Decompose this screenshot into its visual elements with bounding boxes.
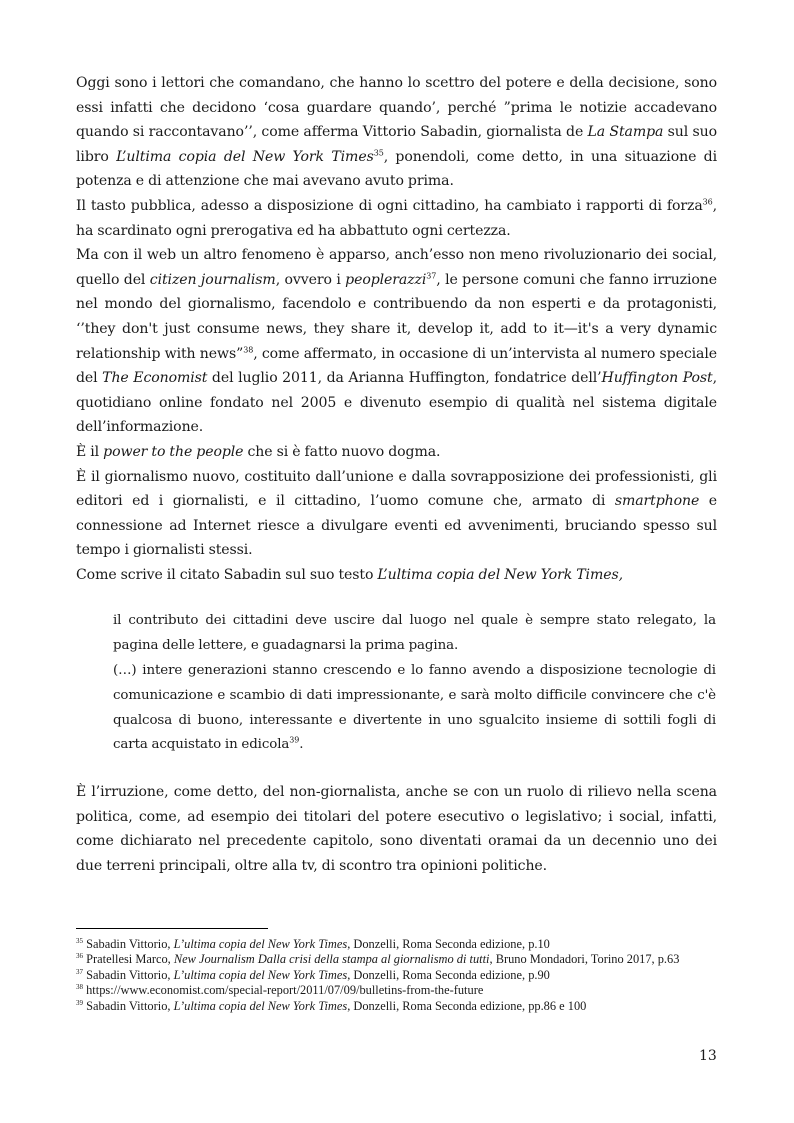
quote-paragraph-1: il contributo dei cittadini deve uscire dal luogo nel quale è sempre stato relegato, la pagina delle lettere, e guadagnarsi la prima pagina. [113,613,716,654]
paragraph-text: , ovvero i [275,271,346,288]
footnote-text: Sabadin Vittorio, [86,998,174,1013]
paragraph-4 [76,440,717,465]
book-title: L’ultima copia del New York Times [116,148,374,165]
italic-term: power to the people [103,443,244,460]
footnote-text: , Donzelli, Roma Seconda edizione, pp.86 e 100 [347,998,587,1013]
footnote-37 [76,968,717,983]
paragraph-6 [76,563,717,588]
paragraph-text: del luglio 2011, da Arianna Huffington, fondatrice dell’ [207,370,602,387]
footnote-number: 37 [76,967,83,976]
footnote-ref[interactable]: 35 [373,148,384,158]
paragraph-text: , le persone comuni che fanno irruzione nel mondo del giornalismo, facendolo e contribuendo da non esperti e da protagonisti, ‘’they don't just consume news, they share it, develop it, add to it—it's a very dynamic relationship with news” [76,271,718,362]
footnote-38 [76,983,717,998]
footnote-title: L’ultima copia del New York Times [173,967,348,982]
paragraph-text: È il [76,443,104,460]
newspaper-title: La Stampa [587,124,664,141]
paragraph-5 [76,465,717,563]
paragraph-text: È il giornalismo nuovo, costituito dall’unione e dalla sovrapposizione dei professionisti, gli editori ed i giornalisti, e il cittadino, l’uomo comune che, armato di [76,468,717,510]
quote-text: (…) intere generazioni stanno crescendo e lo fanno avendo a disposizione tecnologie di comunicazione e scambio di dati impressionante, e sarà molto difficile convincere che c'è qualcosa di buono, interessante e divertente in uno sgualcito insieme di sottili fogli di carta acquistato in edicola [113,663,716,753]
footnote-36 [76,952,717,967]
paragraph-text: sul suo libro [76,124,717,165]
paragraph-text: Oggi sono i lettori che comandano, che hanno lo scettro del potere e della decisione, sono essi infatti che decidono ‘cosa guardare quando’, perché ”prima le notizie accadevano quando si raccontavano’’, come afferma Vittorio Sabadin, giornalista de [76,75,717,141]
footnote-ref[interactable]: 36 [702,197,713,207]
quote-text: . [299,737,304,753]
footnote-number: 35 [76,936,83,945]
footnote-ref[interactable]: 39 [289,735,300,745]
footnote-number: 39 [76,998,83,1007]
paragraph-text: che si è fatto nuovo dogma. [243,443,441,460]
footnotes [76,928,717,1014]
newspaper-title: Huffington Post [601,370,713,387]
paragraph-text: , quotidiano online fondato nel 2005 e divenuto esempio di qualità nel sistema digitale dell’informazione. [76,370,718,436]
paragraph-text: , ponendoli, come detto, in una situazione di potenza e di attenzione che mai avevano avuto prima. [76,148,718,190]
paragraph-text: Ma con il web un altro fenomeno è apparso, anch’esso non meno rivoluzionario dei social, quello del [76,247,717,288]
footnote-ref[interactable]: 37 [426,271,437,281]
page-number: 13 [699,1048,717,1064]
paragraph-text: , ha scardinato ogni prerogativa ed ha abbattuto ogni certezza. [76,197,717,239]
closing-paragraph: È l’irruzione, come detto, del non-giornalista, anche se con un ruolo di rilievo nella scena politica, come, ad esempio dei titolari del potere esecutivo o legislativo; i social, infatti, come dichiarato nel precedente capitolo, sono diventati oramai da un decennio uno dei due terreni principali, oltre alla tv, di scontro tra opinioni politiche. [76,784,717,875]
paragraph-3 [76,243,717,440]
footnote-text: Sabadin Vittorio, [86,967,174,982]
paragraph-text: , come affermato, in occasione di un’intervista al numero speciale del [76,345,717,387]
footnote-title: L’ultima copia del New York Times [173,937,348,951]
footnote-text: Sabadin Vittorio, [86,937,174,951]
footnote-text: , Donzelli, Roma Seconda edizione, p.10 [347,937,550,951]
page-body [76,71,717,879]
magazine-title: The Economist [102,370,208,387]
footnote-number: 36 [76,952,83,961]
footnote-39 [76,999,717,1014]
quote-paragraph-2 [113,659,716,758]
paragraph-text: e connessione ad Internet riesce a divulgare eventi ed avvenimenti, bruciando spesso sul tempo i giornalisti stessi. [76,493,717,559]
paragraph-1 [76,71,717,194]
footnote-number: 38 [76,983,83,992]
footnote-35 [76,937,717,952]
footnote-title: L’ultima copia del New York Times [173,998,348,1013]
footnote-text: , Bruno Mondadori, Torino 2017, p.63 [489,952,680,967]
paragraph-text: Il tasto pubblica, adesso a disposizione di ogni cittadino, ha cambiato i rapporti di forza [76,197,703,214]
italic-term: smartphone [614,493,700,510]
footnote-ref[interactable]: 38 [243,344,254,354]
block-quote [113,609,716,758]
footnote-link[interactable]: https://www.economist.com/special-report/2011/07/09/bulletins-from-the-future [86,983,484,998]
footnote-text: , Donzelli, Roma Seconda edizione, p.90 [347,967,550,982]
paragraph-2 [76,194,717,243]
footnote-separator [76,928,268,929]
italic-term: peoplerazzi [345,271,427,288]
book-title: L’ultima copia del New York Times, [377,566,623,583]
paragraph-text: Come scrive il citato Sabadin sul suo testo [76,566,378,583]
footnote-text: Pratellesi Marco, [86,952,174,967]
italic-term: citizen journalism [149,271,276,288]
footnote-title: New Journalism Dalla crisi della stampa al giornalismo di tutti [173,952,490,967]
